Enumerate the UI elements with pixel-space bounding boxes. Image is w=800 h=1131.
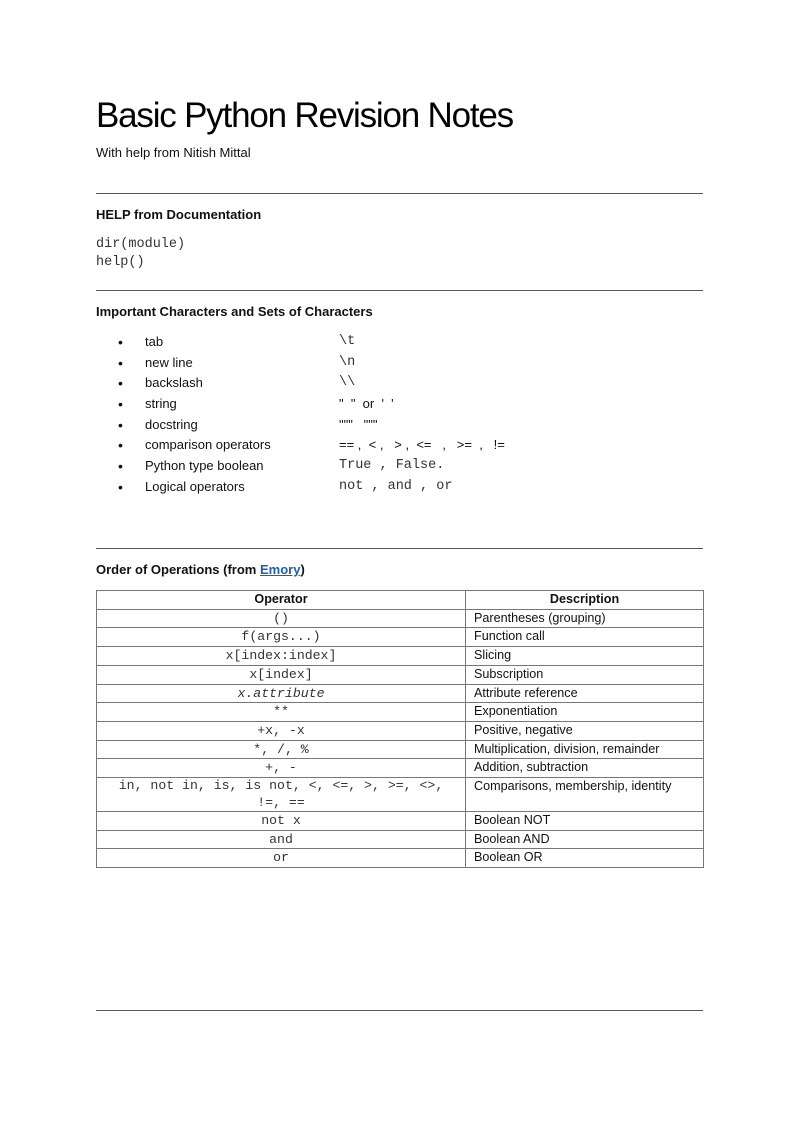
operator-cell: +, -	[97, 759, 466, 778]
description-cell: Boolean OR	[466, 849, 704, 868]
bullet-icon: •	[118, 334, 123, 350]
description-cell: Parentheses (grouping)	[466, 609, 704, 628]
item-label: new line	[145, 354, 193, 370]
help-code-block	[96, 236, 185, 271]
bullet-icon: •	[118, 478, 123, 495]
item-value: \\	[339, 375, 356, 391]
table-header-row	[97, 591, 704, 610]
description-cell: Addition, subtraction	[466, 759, 704, 778]
table-row	[97, 684, 704, 703]
item-label: docstring	[145, 416, 198, 432]
operator-cell: and	[97, 830, 466, 849]
list-item	[118, 353, 678, 374]
section-divider	[96, 548, 703, 549]
table-row	[97, 812, 704, 831]
table-row	[97, 759, 704, 778]
item-value: == , < , > , <= , >= , !=	[339, 437, 505, 453]
description-cell: Boolean NOT	[466, 812, 704, 831]
bullet-icon: •	[118, 458, 123, 475]
list-item	[118, 415, 678, 436]
list-item	[118, 435, 678, 456]
item-label: comparison operators	[145, 437, 271, 453]
description-cell: Subscription	[466, 665, 704, 684]
page-subtitle: With help from Nitish Mittal	[96, 145, 251, 160]
table-row	[97, 609, 704, 628]
item-value: """ """	[339, 416, 378, 432]
help-heading: HELP from Documentation	[96, 207, 262, 222]
section-divider	[96, 193, 703, 194]
item-value: not , and , or	[339, 478, 453, 494]
operations-heading-suffix: )	[300, 562, 305, 577]
characters-heading: Important Characters and Sets of Characters	[96, 304, 373, 319]
item-label: Python type boolean	[145, 458, 264, 474]
operator-cell: *, /, %	[97, 740, 466, 759]
operator-cell: x[index]	[97, 665, 466, 684]
column-header-operator: Operator	[97, 591, 466, 610]
item-label: tab	[145, 334, 164, 349]
table-row	[97, 647, 704, 666]
table-row	[97, 849, 704, 868]
section-divider	[96, 290, 703, 291]
item-value: \t	[339, 334, 356, 349]
table-row	[97, 703, 704, 722]
bullet-icon: •	[118, 375, 123, 392]
description-cell: Multiplication, division, remainder	[466, 740, 704, 759]
operator-cell: **	[97, 703, 466, 722]
characters-list	[118, 332, 678, 498]
page-title: Basic Python Revision Notes	[96, 96, 513, 135]
description-cell: Exponentiation	[466, 703, 704, 722]
column-header-description: Description	[466, 591, 704, 610]
table-row	[97, 721, 704, 740]
item-label: Logical operators	[145, 478, 245, 494]
item-value: True , False.	[339, 458, 445, 474]
operator-cell: x.attribute	[97, 684, 466, 703]
bullet-icon: •	[118, 437, 123, 454]
table-row	[97, 628, 704, 647]
operator-cell: f(args...)	[97, 628, 466, 647]
document-page	[96, 0, 703, 1131]
emory-link[interactable]: Emory	[259, 562, 301, 577]
table-row	[97, 778, 704, 812]
description-cell: Slicing	[466, 647, 704, 666]
code-line: help()	[96, 254, 145, 270]
description-cell: Positive, negative	[466, 721, 704, 740]
operator-cell: ()	[97, 609, 466, 628]
list-item	[118, 477, 678, 498]
list-item	[118, 373, 678, 394]
list-item	[118, 456, 678, 477]
operator-cell: in, not in, is, is not, <, <=, >, >=, <>, !=, ==	[97, 778, 466, 812]
code-line: dir(module)	[96, 237, 186, 252]
description-cell: Comparisons, membership, identity	[466, 778, 704, 812]
operations-table	[96, 590, 704, 868]
list-item	[118, 394, 678, 415]
description-cell: Function call	[466, 628, 704, 647]
operations-heading	[96, 562, 305, 577]
table-row	[97, 665, 704, 684]
item-label: backslash	[145, 375, 203, 391]
operator-cell: x[index:index]	[97, 647, 466, 666]
table-row	[97, 740, 704, 759]
table-row	[97, 830, 704, 849]
operations-heading-text: Order of Operations (from	[96, 562, 260, 577]
operator-cell: or	[97, 849, 466, 868]
bullet-icon: •	[118, 416, 123, 433]
operator-cell: +x, -x	[97, 721, 466, 740]
description-cell: Boolean AND	[466, 830, 704, 849]
description-cell: Attribute reference	[466, 684, 704, 703]
bullet-icon: •	[118, 354, 123, 371]
item-value: " " or ' '	[339, 396, 394, 412]
list-item	[118, 332, 678, 353]
item-label: string	[145, 396, 177, 412]
item-value: \n	[339, 354, 356, 370]
operator-cell: not x	[97, 812, 466, 831]
bullet-icon: •	[118, 396, 123, 413]
footer-divider	[96, 1010, 703, 1011]
